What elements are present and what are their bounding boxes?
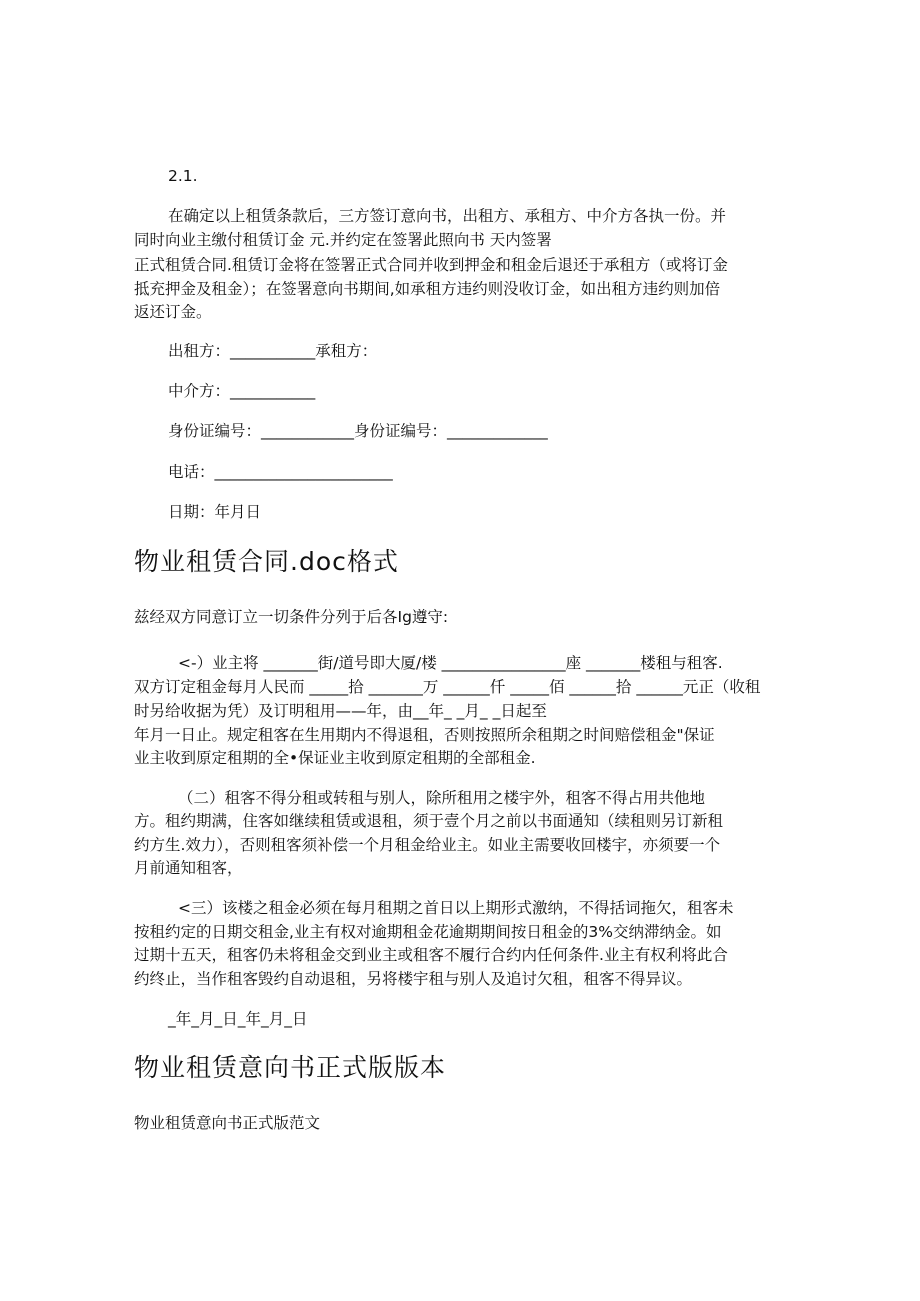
intent-letter-subtitle: 物业租赁意向书正式版范文 [134, 1114, 321, 1132]
clause-1-line-1: <-）业主将 _______街/道号即大厦/楼 ________________座 _______楼租与租客. [178, 654, 723, 672]
date-line: 日期：年月日 [168, 503, 262, 521]
intro-line-4: 抵充押金及租金）；在签署意向书期间,如承租方违约则没收订金，如出租方违约则加倍 [134, 280, 721, 298]
clause-2-line-2: 方。租约期满，住客如继续租赁或退租，须于壹个月之前以书面通知（续租则另订新租 [134, 812, 724, 830]
section-number: 2.1. [168, 167, 198, 185]
heading-lease-contract: 物业租赁合同.doc格式 [134, 547, 399, 576]
intro-line-1: 在确定以上租赁条款后，三方签订意向书，出租方、承租方、中介方各执一份。并 [168, 207, 727, 225]
intro-line-5: 返还订金。 [134, 303, 212, 321]
intro-line-2: 同时向业主缴付租赁订金 元.并约定在签署此照向书 天内签署 [134, 231, 552, 249]
id-number-line: 身份证编号：____________身份证编号：_____________ [168, 422, 548, 440]
intro-line-3: 正式租赁合同.租赁订金将在签署正式合同并收到押金和租金后退还于承租方（或将订金 [134, 256, 728, 274]
date-footer: _年_月_日_年_月_日 [168, 1010, 308, 1028]
agreement-intro: 兹经双方同意订立一切条件分列于后各Ig遵守: [134, 608, 449, 626]
heading-intent-letter: 物业租赁意向书正式版版本 [134, 1053, 447, 1082]
clause-2-line-3: 约方生.效力），否则租客须补偿一个月租金给业主。如业主需要收回楼宇，亦须要一个 [134, 836, 721, 854]
clause-1-line-2: 双方订定租金每月人民而 _____拾 _______万 ______仟 _____佰 ______拾 ______元正（收租 [134, 678, 761, 696]
clause-1-line-4: 年月一日止。规定租客在生用期内不得退租，否则按照所余租期之时间赔偿租金"保证 [134, 726, 715, 744]
clause-1-line-5: 业主收到原定租期的全•保证业主收到原定租期的全部租金. [134, 749, 536, 767]
clause-3-line-4: 约终止，当作租客毁约自动退租，另将楼宇租与别人及追讨欠租，租客不得异议。 [134, 970, 693, 988]
clause-3-line-3: 过期十五天，租客仍未将租金交到业主或租客不履行合约内任何条件.业主有权利将此合 [134, 946, 728, 964]
agent-signature-line: 中介方：___________ [168, 382, 316, 400]
lessor-signature-line: 出租方：___________承租方： [168, 342, 378, 360]
clause-2-line-1: （二）租客不得分租或转租与别人，除所租用之楼宇外，租客不得占用共他地 [178, 789, 706, 807]
clause-2-line-4: 月前通知租客， [134, 859, 243, 877]
clause-3-line-2: 按租约定的日期交租金,业主有权对逾期租金花逾期期间按日租金的3%交纳滞纳金。如 [134, 923, 722, 941]
phone-line: 电话：_______________________ [168, 463, 393, 481]
clause-1-line-3: 时另给收据为凭）及订明租用——年，由__年_ _月_ _日起至 [134, 702, 547, 720]
clause-3-line-1: <三）该楼之租金必须在每月租期之首日以上期形式激纳，不得括词拖欠，租客未 [178, 899, 734, 917]
